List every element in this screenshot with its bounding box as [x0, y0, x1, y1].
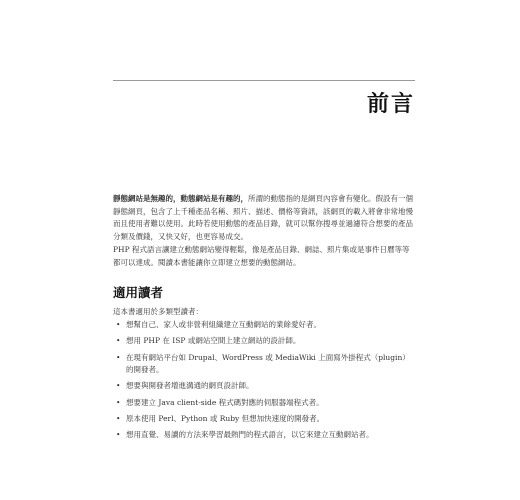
bullet-icon: •: [116, 320, 121, 329]
intro-paragraph-1: [113, 193, 415, 243]
intro-paragraph-1-body: 所謂的動態指的是網頁內容會有變化。假設有一個靜態網頁，包含了上千種產品名稱、照片、描述、價格等資訊，該網頁的載入將會非常地慢而且使用者難以使用。此時若使用動態的產品目錄，就可以幫你搜尋並過濾符合想要的產品分類及價錢，又快又好，也更容易成交。: [113, 194, 413, 241]
list-item: [113, 319, 415, 331]
list-item-text: 想幫自己、家人或非營利組織建立互動網站的業餘愛好者。: [126, 320, 321, 329]
intro-paragraph-2: PHP 程式語言讓建立動態網站變得輕鬆，像是產品目錄、網誌、照片集或是事件日曆等等都可以達成。閱讀本書能讓你立即建立想要的動態網站。: [113, 245, 410, 267]
bullet-icon: •: [116, 413, 121, 423]
section-heading-audience: 適用讀者: [113, 285, 164, 300]
list-item: [113, 429, 415, 441]
chapter-rule: [113, 80, 415, 81]
list-item: [113, 413, 415, 425]
list-item: [113, 380, 415, 392]
audience-list: [113, 319, 415, 446]
audience-intro: 這本書適用於多類型讀者：: [113, 307, 203, 316]
bullet-icon: •: [116, 430, 121, 440]
list-item-text: 想用 PHP 在 ISP 或網站空間上建立網站的設計師。: [126, 336, 301, 346]
list-item-text: 想用直覺、易讀的方法來學習最熱門的程式語言，以它來建立互動網站者。: [126, 430, 374, 440]
chapter-title: 前言: [366, 92, 415, 117]
list-item: [113, 352, 415, 376]
bullet-icon: •: [116, 352, 121, 362]
list-item-text: 在現有網站平台如 Drupal、WordPress 或 MediaWiki 上面寫外掛程式（plugin）的開發者。: [126, 352, 410, 374]
bullet-icon: •: [116, 381, 121, 391]
list-item-text: 想要與開發者增進溝通的網頁設計師。: [126, 381, 254, 391]
bullet-icon: •: [116, 397, 121, 407]
bullet-icon: •: [116, 336, 121, 346]
intro-paragraph-1-lead: 靜態網站是無趣的，動態網站是有趣的，: [113, 194, 248, 203]
list-item-text: 想要建立 Java client-side 程式碼對應的伺服器端程式者。: [126, 397, 324, 407]
list-item-text: 原本使用 Perl、Python 或 Ruby 但想加快速度的開發者。: [126, 413, 325, 423]
list-item: [113, 335, 415, 347]
list-item: [113, 397, 415, 409]
